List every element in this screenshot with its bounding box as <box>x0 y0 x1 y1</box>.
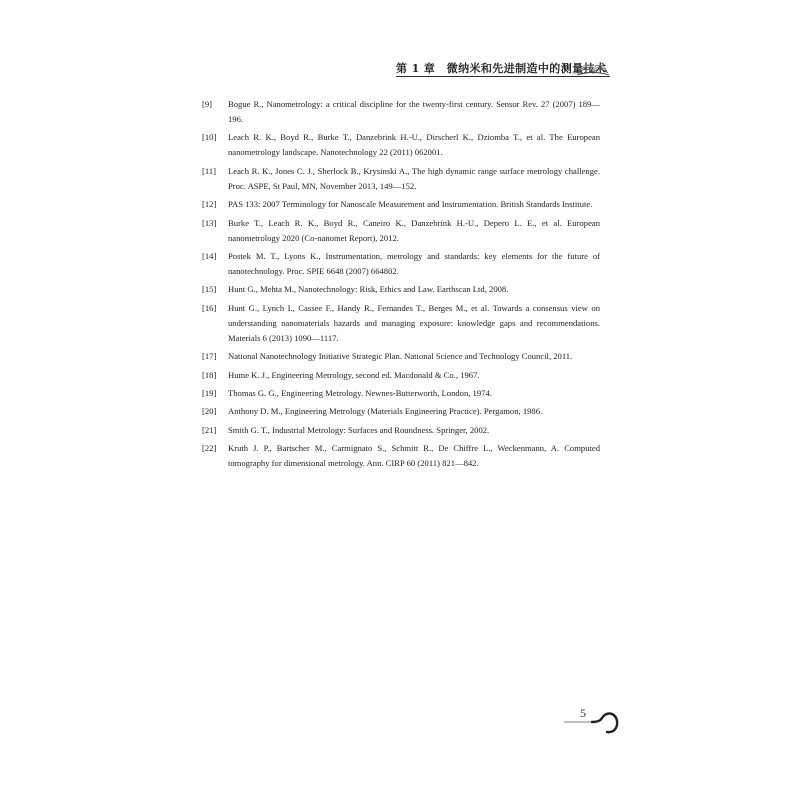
reference-number: [19] <box>202 387 217 398</box>
reference-text: Kruth J. P., Bartscher M., Carmignato S., Schmitt R., De Chiffre L., Weckenmann, A. Computed tomography for dimensional metrology. Ann. CIRP 60 (2011) 821—842. <box>228 443 600 469</box>
reference-text: Burke T., Leach R. K., Boyd R., Caneiro K., Danzebrink H.-U., Depero L. E., et al. European nanometrology 2020 (Co-nanomet Report), 2012. <box>228 217 600 243</box>
reference-number: [15] <box>202 284 217 295</box>
reference-number: [9] <box>202 99 213 109</box>
reference-number: [16] <box>202 302 217 313</box>
reference-text: Smith G. T., Industrial Metrology: Surfaces and Roundness. Springer, 2002. <box>228 424 490 435</box>
reference-item <box>202 368 600 383</box>
reference-number: [13] <box>202 217 217 228</box>
reference-item <box>202 386 600 401</box>
reference-text: Hunt G., Mehta M., Nanotechnology: Risk, Ethics and Law. Earthscan Ltd, 2008. <box>228 284 509 295</box>
page-swash-icon <box>562 700 622 740</box>
chapter-title: 第 1 章 微纳米和先进制造中的测量技术 <box>396 62 607 75</box>
reference-item <box>202 349 600 364</box>
reference-number: [18] <box>202 369 217 380</box>
reference-text: Bogue R., Nanometrology: a critical discipline for the twenty-first century. Sensor Rev. 27 (2007) 189—196. <box>228 99 600 124</box>
reference-text: Hume K. J., Engineering Metrology, second ed. Macdonald & Co., 1967. <box>228 369 480 380</box>
reference-number: [20] <box>202 406 217 417</box>
header-rule <box>396 76 610 77</box>
reference-item <box>202 282 600 297</box>
reference-item <box>202 216 600 246</box>
page-number: 5 <box>580 706 586 720</box>
reference-number: [21] <box>202 424 217 435</box>
reference-list <box>202 97 600 474</box>
reference-item <box>202 249 600 279</box>
reference-number: [17] <box>202 351 217 362</box>
reference-text: PAS 133: 2007 Terminology for Nanoscale Measurement and Instrumentation. British Standards Institute. <box>228 199 593 210</box>
reference-text: Postek M. T., Lyons K., Instrumentation, metrology and standards: key elements for the future of nanotechnology. Proc. SPIE 6648 (2007) 664802. <box>228 250 600 276</box>
reference-number: [11] <box>202 165 216 176</box>
reference-item <box>202 301 600 346</box>
reference-text: National Nanotechnology Initiative Strategic Plan. National Science and Technology Council, 2011. <box>228 351 573 362</box>
reference-text: Leach R. K., Jones C. J., Sherlock B., Krysinski A., The high dynamic range surface metrology challenge. Proc. ASPE, St Paul, MN, November 2013, 149—152. <box>228 165 600 191</box>
reference-number: [14] <box>202 250 217 261</box>
reference-item <box>202 423 600 438</box>
reference-item <box>202 404 600 419</box>
reference-text: Leach R. K., Boyd R., Burke T., Danzebrink H.-U., Dirscherl K., Dziomba T., et al. The European nanometrology landscape. Nanotechnology 22 (2011) 062001. <box>228 132 600 158</box>
open-book-icon <box>576 58 610 78</box>
reference-text: Thomas G. G., Engineering Metrology. Newnes-Butterworth, London, 1974. <box>228 387 492 398</box>
reference-item <box>202 197 600 212</box>
reference-text: Anthony D. M., Engineering Metrology (Materials Engineering Practice). Pergamon, 1986. <box>228 406 543 417</box>
reference-item <box>202 97 600 127</box>
page-footer <box>562 700 622 740</box>
reference-text: Hunt G., Lynch I., Cassee F., Handy R., Fernandes T., Berges M., et al. Towards a consensus view on understanding nanomaterials hazards and managing exposure: knowledge gaps and recommendations. Materials 6 (2013) 1090—1117. <box>228 302 600 343</box>
reference-number: [12] <box>202 199 217 210</box>
reference-item <box>202 164 600 194</box>
reference-number: [22] <box>202 443 217 454</box>
reference-item <box>202 130 600 160</box>
reference-number: [10] <box>202 132 217 143</box>
reference-item <box>202 441 600 471</box>
